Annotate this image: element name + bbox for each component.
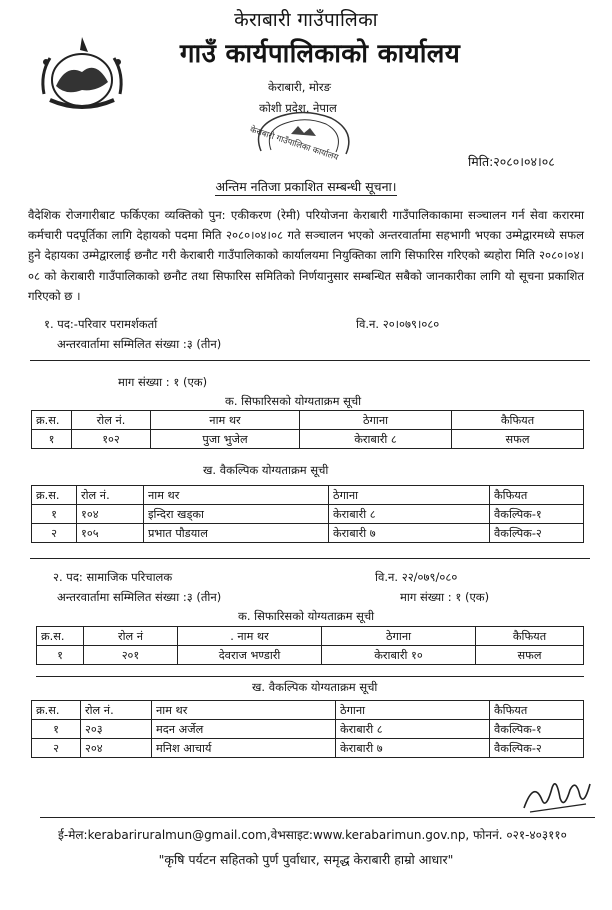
- post-2-demand-count: माग संख्या : १ (एक): [400, 590, 490, 604]
- header-roll: रोल नं.: [77, 486, 144, 505]
- divider: [30, 558, 590, 559]
- seal-text: केराबारी गाउँपालिका कार्यालय: [248, 124, 340, 163]
- address-line-2: कोशी प्रदेश, नेपाल: [259, 101, 337, 115]
- table-header-row: [32, 701, 584, 720]
- notice-subject: [0, 178, 612, 195]
- notice-date: मिति:२०८०।०४।०८: [468, 154, 555, 169]
- post-2-interview-count: अन्तरवार्तामा सम्मिलित संख्या :३ (तीन): [57, 590, 222, 604]
- header-name: नाम थर: [144, 486, 329, 505]
- header-name: . नाम थर: [178, 627, 322, 646]
- cell-roll: १०४: [77, 505, 144, 524]
- footer-slogan: "कृषि पर्यटन सहितको पुर्ण पुर्वाधार, समृद्ध केराबारी हाम्रो आधार": [158, 852, 454, 867]
- post-2-title: २. पद: सामाजिक परिचालक: [53, 570, 173, 584]
- divider: [30, 360, 590, 361]
- cell-sn: १: [32, 505, 77, 524]
- post-1-ref: वि.न. २०।०७९।०८०: [356, 317, 440, 331]
- cell-address: केराबारी ८: [336, 720, 490, 739]
- cell-remarks: सफल: [476, 646, 584, 665]
- header-roll: रोल नं.: [81, 701, 152, 720]
- post-1-recommended-table: [31, 410, 584, 449]
- table-row: [32, 505, 584, 524]
- cell-sn: २: [32, 524, 77, 543]
- post-1-alternate-title: ख. वैकल्पिक योग्यताक्रम सूची: [203, 463, 329, 477]
- cell-sn: १: [32, 430, 72, 449]
- cell-address: केराबारी ८: [300, 430, 452, 449]
- table-row: [32, 524, 584, 543]
- cell-address: केराबारी ७: [336, 739, 490, 758]
- cell-roll: २०१: [84, 646, 178, 665]
- table-header-row: [32, 486, 584, 505]
- signature-icon: [520, 770, 592, 818]
- post-1-interview-count: अन्तरवार्तामा सम्मिलित संख्या :३ (तीन): [57, 337, 222, 351]
- cell-roll: २०३: [81, 720, 152, 739]
- cell-name: पुजा भुजेल: [151, 430, 300, 449]
- post-1-title: १. पद:-परिवार परामर्शकर्ता: [44, 317, 158, 331]
- table-header-row: [32, 411, 584, 430]
- cell-remarks: वैकल्पिक-२: [490, 524, 584, 543]
- table-row: [37, 646, 584, 665]
- cell-sn: १: [32, 720, 81, 739]
- header-address: ठेगाना: [336, 701, 490, 720]
- post-1-recommended-title: क. सिफारिसको योग्यताक्रम सूची: [225, 394, 362, 408]
- post-2-ref: वि.न. २२/०७९/०८०: [375, 570, 458, 584]
- post-2-alternate-table: [31, 700, 584, 758]
- table-row: [32, 720, 584, 739]
- post-2-recommended-table: [36, 626, 584, 665]
- cell-name: इन्दिरा खड्का: [144, 505, 329, 524]
- cell-name: देवराज भण्डारी: [178, 646, 322, 665]
- header-roll: रोल नं.: [72, 411, 151, 430]
- cell-remarks: वैकल्पिक-२: [490, 739, 584, 758]
- cell-name: मदन अर्जेल: [152, 720, 336, 739]
- notice-body: वैदेशिक रोजगारीबाट फर्किएका व्यक्तिको पुन: एकीकरण (रेमी) परियोजना केराबारी गाउँपालिकाकामा सञ्चालन गर्न सेवा करारमा कर्मचारी पदपूर्तिका लागि देहायको पदमा मिति २०८०।०४।०८ गते सञ्चालन भएको अन्तरवार्तामा सहभागी भएका उम्मेद्वारमध्ये सफल हुने देहायका उम्मेद्वारलाई छनौट गरी केराबारी गाउँपालिकाको कार्यालयमा नियुक्तिका लागि सिफारिस गरिएको ब्यहोरा मिति २०८०।०४।०८ को केराबारी गाउँपालिकाको छनौट तथा सिफारिस समितिको निर्णयानुसार सम्बन्धित सबैको जानकारीका लागि यो सूचना प्रकाशित गरिएको छ ।: [28, 208, 584, 303]
- cell-address: केराबारी १०: [322, 646, 476, 665]
- subject-text: अन्तिम नतिजा प्रकाशित सम्बन्धी सूचना।: [215, 179, 397, 194]
- header-sn: क्र.स.: [32, 701, 81, 720]
- header-roll: रोल नं: [84, 627, 178, 646]
- cell-name: मनिश आचार्य: [152, 739, 336, 758]
- cell-sn: २: [32, 739, 81, 758]
- header-remarks: कैफियत: [452, 411, 584, 430]
- cell-remarks: वैकल्पिक-१: [490, 505, 584, 524]
- footer-divider: [40, 817, 595, 818]
- cell-address: केराबारी ८: [329, 505, 490, 524]
- header-sn: क्र.स.: [32, 411, 72, 430]
- post-1-alternate-table: [31, 485, 584, 543]
- header-name: नाम थर: [151, 411, 300, 430]
- municipality-name: केराबारी गाउँपालिका: [234, 9, 378, 31]
- header-sn: क्र.स.: [37, 627, 84, 646]
- cell-sn: १: [37, 646, 84, 665]
- header-sn: क्र.स.: [32, 486, 77, 505]
- header-remarks: कैफियत: [476, 627, 584, 646]
- cell-remarks: वैकल्पिक-१: [490, 720, 584, 739]
- cell-roll: १०२: [72, 430, 151, 449]
- header-remarks: कैफियत: [490, 701, 584, 720]
- address-line-1: केराबारी, मोरङ: [268, 80, 331, 94]
- header-address: ठेगाना: [300, 411, 452, 430]
- header-remarks: कैफियत: [490, 486, 584, 505]
- footer-contact: ई-मेल:kerabariruralmun@gmail.com,वेभसाइट:www.kerabarimun.gov.np, फोननं. ०२१-४०३११०: [58, 828, 567, 842]
- office-name: गाउँ कार्यपालिकाको कार्यालय: [179, 39, 461, 69]
- cell-address: केराबारी ७: [329, 524, 490, 543]
- header-address: ठेगाना: [322, 627, 476, 646]
- cell-roll: २०४: [81, 739, 152, 758]
- table-row: [32, 739, 584, 758]
- cell-name: प्रभात पौडयाल: [144, 524, 329, 543]
- cell-roll: १०५: [77, 524, 144, 543]
- post-2-recommended-title: क. सिफारिसको योग्यताक्रम सूची: [238, 609, 375, 623]
- table-header-row: [37, 627, 584, 646]
- table-row: [32, 430, 584, 449]
- post-2-alternate-title: ख. वैकल्पिक योग्यताक्रम सूची: [252, 680, 378, 694]
- divider: [36, 676, 584, 677]
- header-address: ठेगाना: [329, 486, 490, 505]
- cell-remarks: सफल: [452, 430, 584, 449]
- header-name: नाम थर: [152, 701, 336, 720]
- post-1-demand-count: माग संख्या : १ (एक): [118, 375, 208, 389]
